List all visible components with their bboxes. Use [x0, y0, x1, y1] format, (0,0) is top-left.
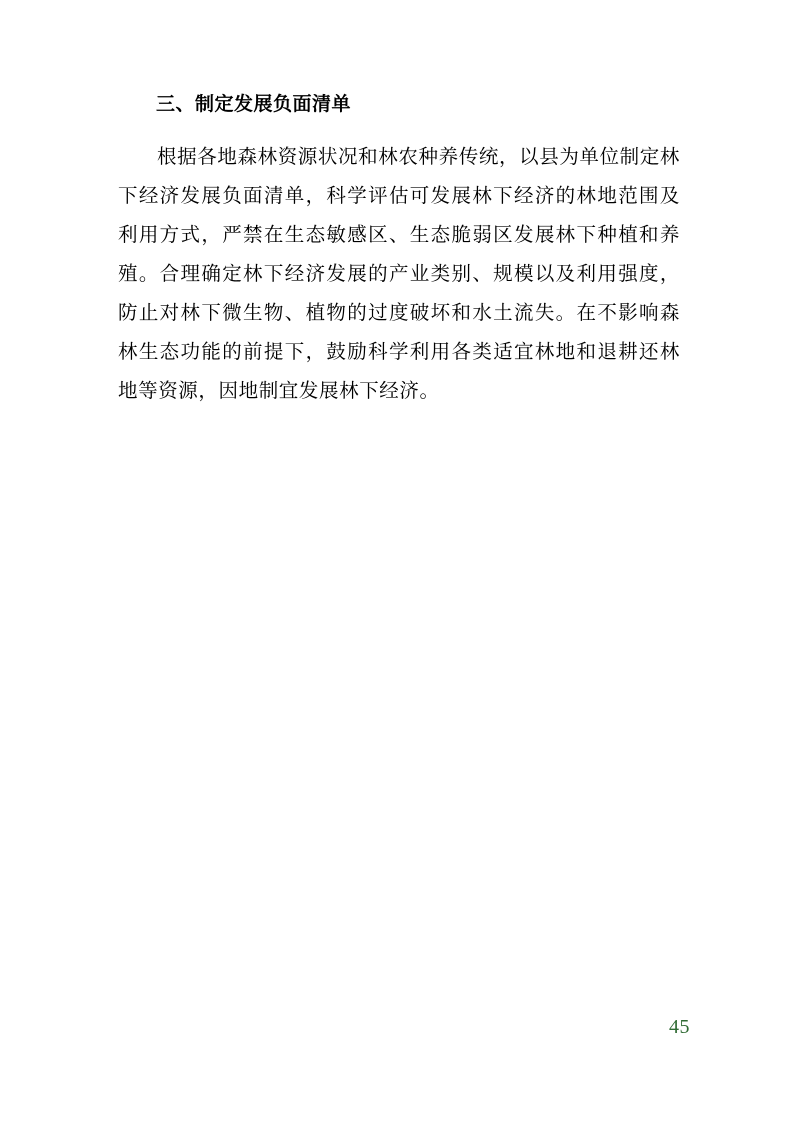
page-content [118, 90, 680, 411]
body-paragraph: 根据各地森林资源状况和林农种养传统，以县为单位制定林下经济发展负面清单，科学评估可发展林下经济的林地范围及利用方式，严禁在生态敏感区、生态脆弱区发展林下种植和养殖。合理确定林下经济发展的产业类别、规模以及利用强度，防止对林下微生物、植物的过度破坏和水土流失。在不影响森林生态功能的前提下，鼓励科学利用各类适宜林地和退耕还林地等资源，因地制宜发展林下经济。 [118, 147, 680, 403]
section-heading: 三、制定发展负面清单 [156, 94, 352, 115]
page-number: 45 [669, 1016, 690, 1038]
